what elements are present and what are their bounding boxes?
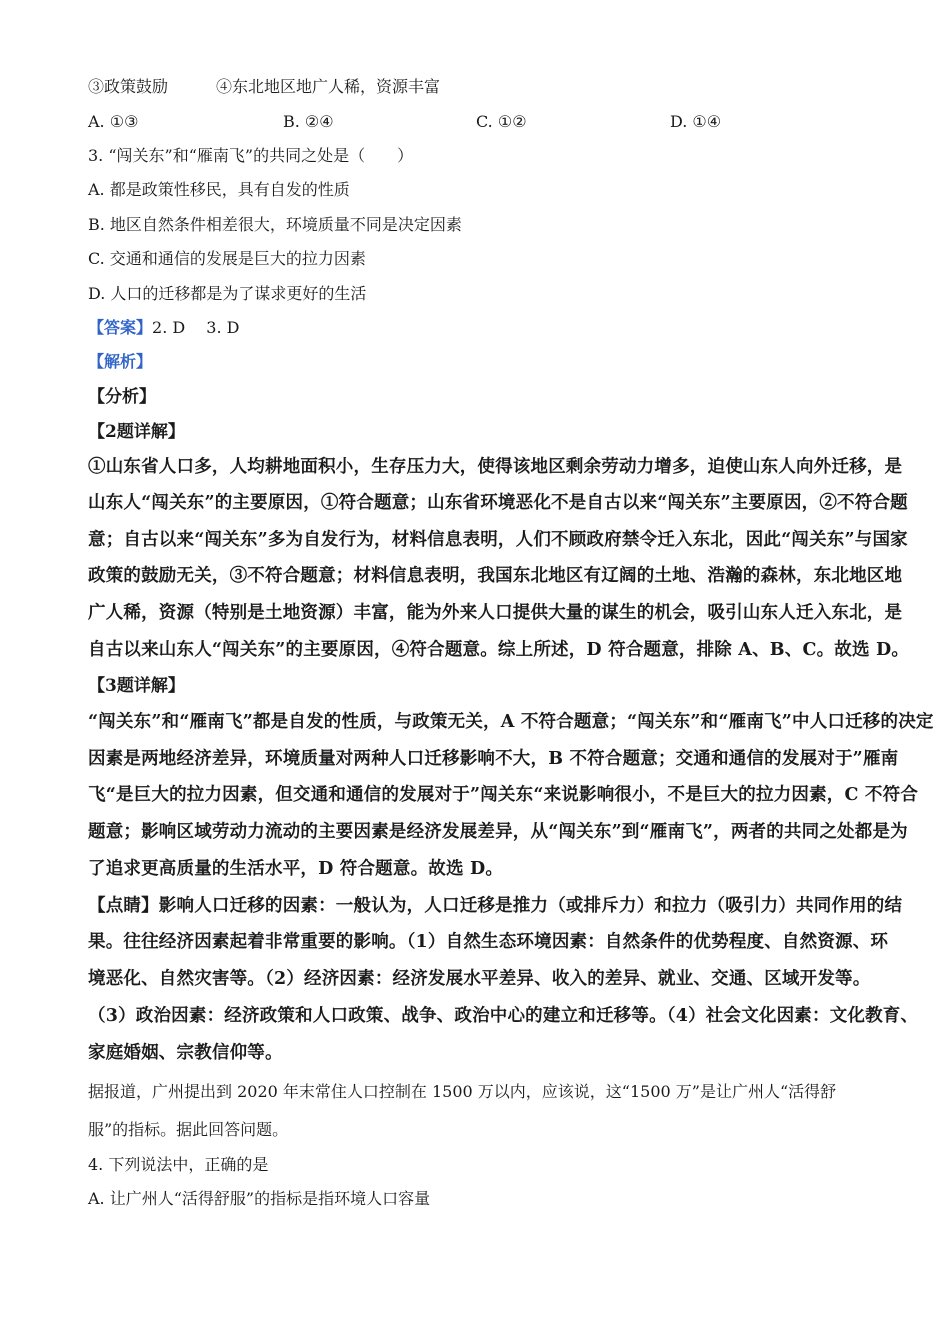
choice-item-4: ④东北地区地广人稀，资源丰富 [216,77,441,96]
q3-option-b: B. 地区自然条件相差很大，环境质量不同是决定因素 [88,215,462,234]
q2-detail-line-3: 意；自古以来“闯关东”多为自发行为，材料信息表明，人们不顾政府禁令迁入东北，因此“闯关东”与国家 [88,530,908,550]
analysis-label: 【解析】 [88,352,153,371]
dianjing-line-5: 家庭婚姻、宗教信仰等。 [88,1043,283,1063]
answer-value: 2. D 3. D [152,318,240,337]
q2-detail-line-5: 广人稀，资源（特别是土地资源）丰富，能为外来人口提供大量的谋生的机会，吸引山东人迁入东北，是 [88,603,903,623]
q3-detail-line-1: “闯关东”和“雁南飞”都是自发的性质，与政策无关，A 不符合题意；“闯关东”和“雁南飞”中人口迁移的决定 [88,712,934,732]
dianjing-line-1: 【点睛】影响人口迁移的因素：一般认为，人口迁移是推力（或排斥力）和拉力（吸引力）共同作用的结 [88,896,903,916]
q2-detail-line-2: 山东人“闯关东”的主要原因，①符合题意；山东省环境恶化不是自古以来“闯关东”主要原因，②不符合题 [88,493,908,513]
q3-option-d: D. 人口的迁移都是为了谋求更好的生活 [88,284,367,303]
answer-line [88,317,239,339]
fenxi-heading: 【分析】 [88,387,156,407]
material-line-2: 服”的指标。据此回答问题。 [88,1120,289,1139]
q2-option-a: A. ①③ [88,112,139,131]
dianjing-line-3: 境恶化、自然灾害等。（2）经济因素：经济发展水平差异、收入的差异、就业、交通、区域开发等。 [88,969,871,989]
q3-option-c: C. 交通和通信的发展是巨大的拉力因素 [88,249,366,268]
q3-detail-line-5: 了追求更高质量的生活水平，D 符合题意。故选 D。 [88,859,504,879]
dianjing-line-4: （3）政治因素：经济政策和人口政策、战争、政治中心的建立和迁移等。（4）社会文化因素：文化教育、 [88,1006,919,1026]
q4-stem: 4. 下列说法中，正确的是 [88,1155,269,1174]
q3-detail-line-3: 飞“是巨大的拉力因素，但交通和通信的发展对于”闯关东“来说影响很小，不是巨大的拉力因素，C 不符合 [88,785,919,805]
q2-option-d: D. ①④ [670,112,722,131]
q3-detail-heading: 【3题详解】 [88,676,185,696]
material-line-1: 据报道，广州提出到 2020 年末常住人口控制在 1500 万以内，应该说，这“1500 万”是让广州人“活得舒 [88,1082,837,1101]
q2-option-b: B. ②④ [283,112,334,131]
q3-stem: 3. “闯关东”和“雁南飞”的共同之处是（ ） [88,146,414,165]
q2-option-c: C. ①② [476,112,527,131]
q3-detail-line-4: 题意；影响区域劳动力流动的主要因素是经济发展差异，从“闯关东”到“雁南飞”，两者的共同之处都是为 [88,822,908,842]
q2-detail-heading: 【2题详解】 [88,422,185,442]
q2-detail-line-1: ①山东省人口多，人均耕地面积小，生存压力大，使得该地区剩余劳动力增多，迫使山东人向外迁移，是 [88,457,903,477]
q4-option-a: A. 让广州人“活得舒服”的指标是指环境人口容量 [88,1189,431,1208]
choice-item-3: ③政策鼓励 [88,77,169,96]
q2-detail-line-6: 自古以来山东人“闯关东”的主要原因，④符合题意。综上所述，D 符合题意，排除 A、B、C。故选 D。 [88,640,910,660]
q3-detail-line-2: 因素是两地经济差异，环境质量对两种人口迁移影响不大，B 不符合题意；交通和通信的发展对于”雁南 [88,749,899,769]
dianjing-line-2: 果。往往经济因素起着非常重要的影响。（1）自然生态环境因素：自然条件的优势程度、自然资源、环 [88,932,889,952]
answer-label: 【答案】 [88,318,153,337]
q2-detail-line-4: 政策的鼓励无关，③不符合题意；材料信息表明，我国东北地区有辽阔的土地、浩瀚的森林，东北地区地 [88,566,903,586]
q3-option-a: A. 都是政策性移民，具有自发的性质 [88,180,350,199]
